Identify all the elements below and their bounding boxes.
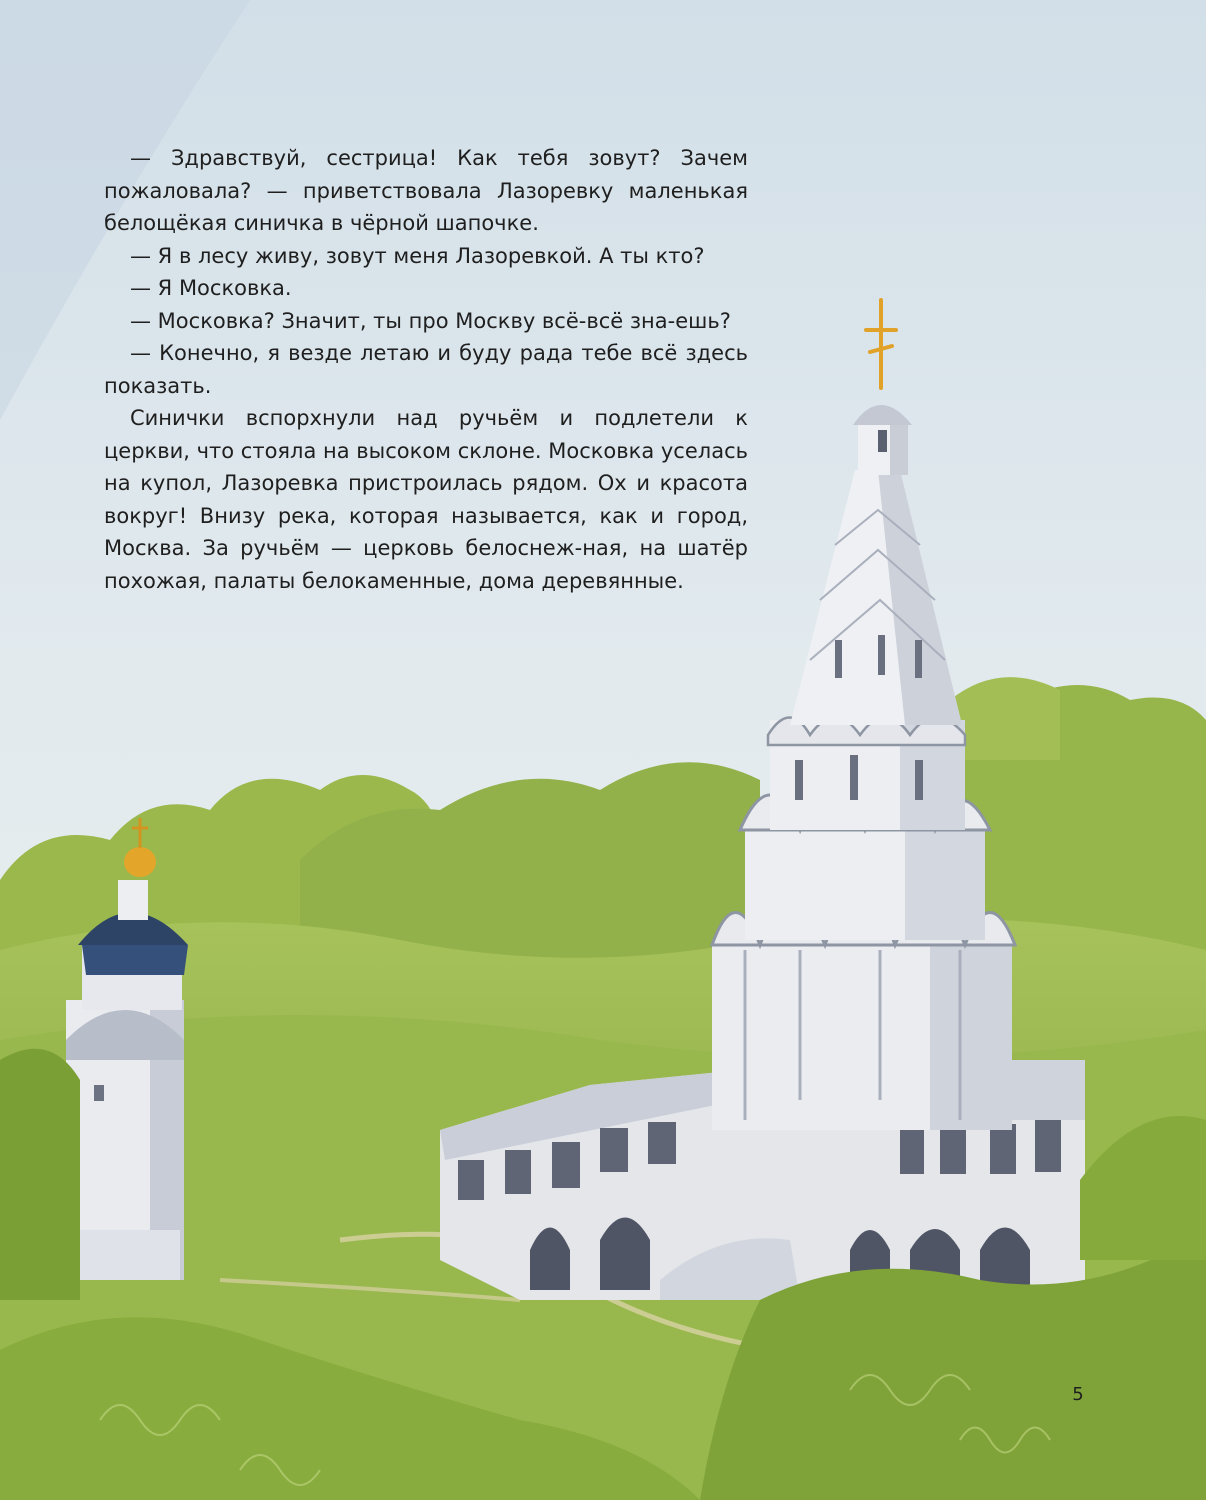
paragraph: Синички вспорхнули над ручьём и подлетели к церкви, что стояла на высоком склоне. Московка уселась на купол, Лазоревка пристроилась рядом. Ох и красота вокруг! Внизу река, которая называется, как и город, Москва. За ручьём — церковь белоснеж-ная, на шатёр похожая, палаты белокаменные, дома деревянные. xyxy=(104,406,748,593)
story-text xyxy=(104,142,748,597)
paragraph: — Конечно, я везде летаю и буду рада тебе всё здесь показать. xyxy=(104,341,748,398)
paragraph: — Московка? Значит, ты про Москву всё-всё зна-ешь? xyxy=(130,308,731,333)
paragraph: — Я Московка. xyxy=(130,276,292,300)
paragraph: — Я в лесу живу, зовут меня Лазоревкой. А ты кто? xyxy=(130,243,705,268)
paragraph: — Здравствуй, сестрица! Как тебя зовут? Зачем пожаловала? — приветствовала Лазоревку маленькая белощёкая синичка в чёрной шапочке. xyxy=(104,146,748,235)
page-number: 5 xyxy=(1072,1384,1084,1405)
